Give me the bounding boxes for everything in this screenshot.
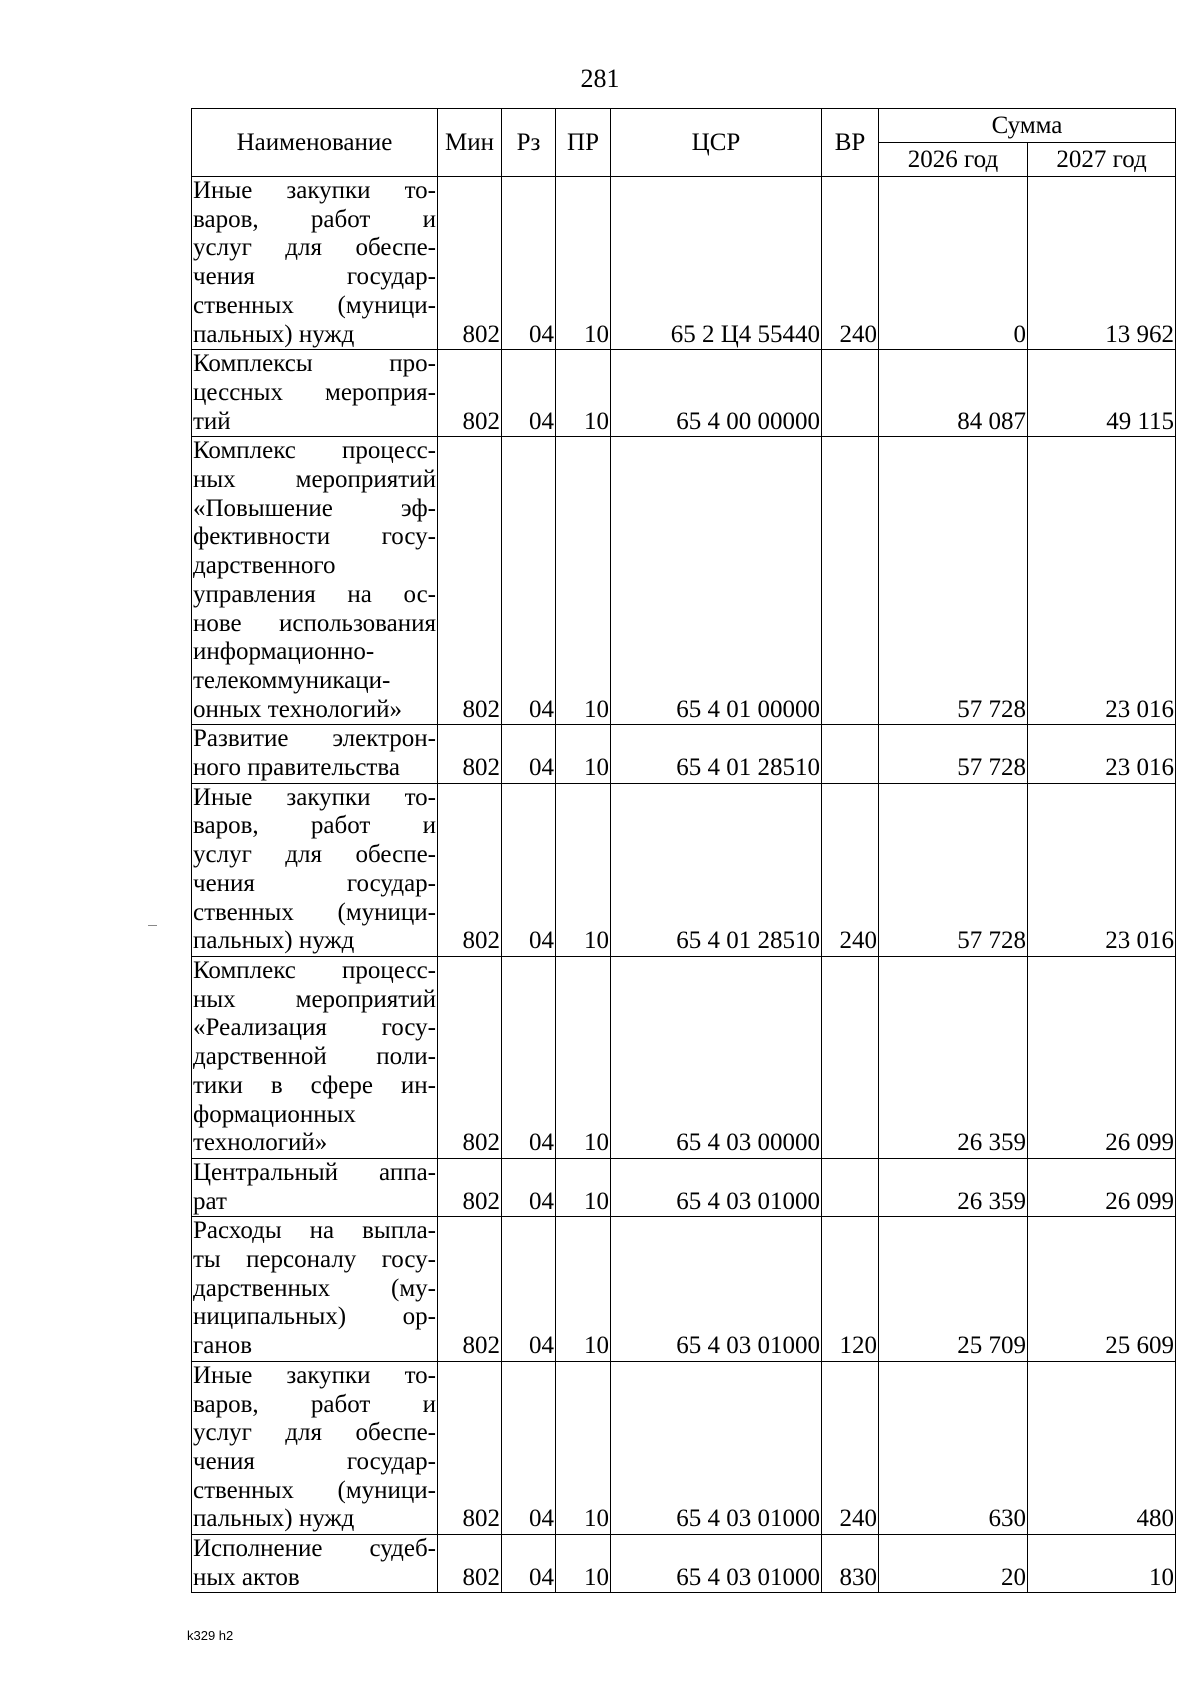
footer-code: k329 h2 (187, 1628, 234, 1643)
table-row (192, 783, 1176, 956)
row-rz-cell: 04 (502, 350, 556, 437)
header-year-2027: 2027 год (1028, 143, 1176, 177)
table-row (192, 1217, 1176, 1362)
row-rz-cell: 04 (502, 177, 556, 350)
header-year-2026: 2026 год (879, 143, 1028, 177)
row-name-line: Развитие электрон- (193, 725, 436, 753)
row-csr-cell: 65 4 01 28510 (611, 783, 822, 956)
row-rz-cell: 04 (502, 725, 556, 783)
row-y2026-cell: 26 359 (879, 956, 1028, 1158)
row-pr-cell: 10 (556, 1361, 611, 1534)
row-rz-cell: 04 (502, 1158, 556, 1216)
row-name-line: ственных (муници- (193, 898, 436, 926)
row-csr-cell: 65 4 03 01000 (611, 1158, 822, 1216)
row-name-line: управления на ос- (193, 580, 436, 608)
row-name-line: Расходы на выпла- (193, 1217, 436, 1245)
row-name-cell (192, 956, 438, 1158)
row-y2027-cell: 10 (1028, 1535, 1176, 1593)
row-min-cell: 802 (438, 437, 502, 725)
row-name-line: варов, работ и (193, 1390, 436, 1418)
row-y2026-cell: 0 (879, 177, 1028, 350)
row-csr-cell: 65 4 03 00000 (611, 956, 822, 1158)
row-name-line: тий (193, 407, 231, 435)
row-name-cell (192, 177, 438, 350)
row-y2027-cell: 480 (1028, 1361, 1176, 1534)
row-name-cell (192, 725, 438, 783)
row-y2026-cell: 25 709 (879, 1217, 1028, 1362)
row-vr-cell (822, 1158, 879, 1216)
row-name-line: ганов (193, 1332, 253, 1360)
row-name-line: «Реализация госу- (193, 1014, 436, 1042)
header-sum: Сумма (879, 109, 1176, 143)
row-name-line: технологий» (193, 1129, 328, 1157)
row-name-line: формационных (193, 1100, 356, 1128)
row-name-cell (192, 783, 438, 956)
row-csr-cell: 65 2 Ц4 55440 (611, 177, 822, 350)
margin-mark (148, 925, 157, 926)
row-name-line: услуг для обеспе- (193, 234, 436, 262)
budget-table (191, 108, 1176, 1593)
row-name-line: ных мероприятий (193, 466, 436, 494)
table-row (192, 956, 1176, 1158)
row-rz-cell: 04 (502, 1217, 556, 1362)
table-body (192, 177, 1176, 1593)
row-y2027-cell: 13 962 (1028, 177, 1176, 350)
row-y2027-cell: 23 016 (1028, 783, 1176, 956)
row-pr-cell: 10 (556, 1217, 611, 1362)
row-csr-cell: 65 4 03 01000 (611, 1361, 822, 1534)
row-y2027-cell: 26 099 (1028, 1158, 1176, 1216)
table-row (192, 1535, 1176, 1593)
row-y2026-cell: 84 087 (879, 350, 1028, 437)
table-row (192, 177, 1176, 350)
row-name-line: дарственных (му- (193, 1274, 436, 1302)
row-vr-cell (822, 725, 879, 783)
row-min-cell: 802 (438, 956, 502, 1158)
row-min-cell: 802 (438, 177, 502, 350)
row-min-cell: 802 (438, 350, 502, 437)
row-y2026-cell: 57 728 (879, 783, 1028, 956)
row-pr-cell: 10 (556, 1535, 611, 1593)
row-name-line: варов, работ и (193, 812, 436, 840)
row-name-line: услуг для обеспе- (193, 841, 436, 869)
row-pr-cell: 10 (556, 783, 611, 956)
row-pr-cell: 10 (556, 350, 611, 437)
row-rz-cell: 04 (502, 956, 556, 1158)
row-vr-cell (822, 956, 879, 1158)
row-name-line: чения государ- (193, 869, 436, 897)
row-name-line: ниципальных) ор- (193, 1303, 436, 1331)
row-csr-cell: 65 4 01 00000 (611, 437, 822, 725)
row-name-line: пальных) нужд (193, 1505, 355, 1533)
row-name-line: ственных (муници- (193, 291, 436, 319)
table-row (192, 1158, 1176, 1216)
row-name-cell (192, 350, 438, 437)
row-name-line: чения государ- (193, 1447, 436, 1475)
row-y2026-cell: 57 728 (879, 725, 1028, 783)
row-name-line: Комплекс процесс- (193, 956, 436, 984)
row-csr-cell: 65 4 01 28510 (611, 725, 822, 783)
row-csr-cell: 65 4 03 01000 (611, 1217, 822, 1362)
row-name-cell (192, 437, 438, 725)
row-min-cell: 802 (438, 1217, 502, 1362)
row-y2027-cell: 26 099 (1028, 956, 1176, 1158)
row-csr-cell: 65 4 03 01000 (611, 1535, 822, 1593)
row-name-line: информационно- (193, 638, 375, 666)
row-y2026-cell: 20 (879, 1535, 1028, 1593)
row-pr-cell: 10 (556, 956, 611, 1158)
row-name-line: ного правительства (193, 754, 400, 782)
row-name-line: Комплекс процесс- (193, 437, 436, 465)
row-rz-cell: 04 (502, 1535, 556, 1593)
row-name-line: ственных (муници- (193, 1476, 436, 1504)
header-csr: ЦСР (611, 109, 822, 177)
row-pr-cell: 10 (556, 725, 611, 783)
table-row (192, 437, 1176, 725)
table-row (192, 1361, 1176, 1534)
row-min-cell: 802 (438, 1361, 502, 1534)
row-name-line: нове использования (193, 609, 436, 637)
header-rz: Рз (502, 109, 556, 177)
row-pr-cell: 10 (556, 437, 611, 725)
row-name-line: тики в сфере ин- (193, 1071, 436, 1099)
row-name-line: онных технологий» (193, 695, 403, 723)
row-name-line: Комплексы про- (193, 350, 436, 378)
row-name-line: цессных мероприя- (193, 378, 436, 406)
row-min-cell: 802 (438, 783, 502, 956)
row-y2026-cell: 630 (879, 1361, 1028, 1534)
table-row (192, 725, 1176, 783)
header-pr: ПР (556, 109, 611, 177)
row-name-line: чения государ- (193, 263, 436, 291)
row-name-line: дарственной поли- (193, 1043, 436, 1071)
row-name-line: фективности госу- (193, 523, 436, 551)
row-pr-cell: 10 (556, 1158, 611, 1216)
row-vr-cell (822, 350, 879, 437)
row-name-line: Исполнение судеб- (193, 1535, 436, 1563)
row-y2026-cell: 57 728 (879, 437, 1028, 725)
row-y2027-cell: 23 016 (1028, 725, 1176, 783)
row-rz-cell: 04 (502, 783, 556, 956)
row-name-line: Иные закупки то- (193, 177, 436, 204)
row-name-line: ты персоналу госу- (193, 1246, 436, 1274)
row-y2027-cell: 23 016 (1028, 437, 1176, 725)
row-name-cell (192, 1217, 438, 1362)
row-vr-cell: 240 (822, 1361, 879, 1534)
row-min-cell: 802 (438, 1535, 502, 1593)
row-vr-cell: 240 (822, 783, 879, 956)
row-name-line: телекоммуникаци- (193, 666, 391, 694)
row-name-line: варов, работ и (193, 205, 436, 233)
row-name-line: услуг для обеспе- (193, 1419, 436, 1447)
row-name-line: пальных) нужд (193, 927, 355, 955)
row-y2027-cell: 25 609 (1028, 1217, 1176, 1362)
row-name-line: дарственного (193, 552, 336, 580)
row-name-line: Иные закупки то- (193, 783, 436, 811)
row-name-line: «Повышение эф- (193, 494, 436, 522)
table-row (192, 350, 1176, 437)
row-name-line: Центральный аппа- (193, 1158, 436, 1186)
table-header (192, 109, 1176, 177)
page-number: 281 (580, 64, 620, 93)
row-name-line: ных мероприятий (193, 985, 436, 1013)
row-name-line: рат (193, 1187, 227, 1215)
row-vr-cell: 830 (822, 1535, 879, 1593)
row-pr-cell: 10 (556, 177, 611, 350)
row-name-line: пальных) нужд (193, 320, 355, 348)
row-name-cell (192, 1535, 438, 1593)
row-vr-cell: 120 (822, 1217, 879, 1362)
header-vr: ВР (822, 109, 879, 177)
row-y2026-cell: 26 359 (879, 1158, 1028, 1216)
row-min-cell: 802 (438, 1158, 502, 1216)
row-y2027-cell: 49 115 (1028, 350, 1176, 437)
row-rz-cell: 04 (502, 1361, 556, 1534)
row-name-cell (192, 1158, 438, 1216)
row-name-cell (192, 1361, 438, 1534)
header-name: Наименование (192, 109, 438, 177)
row-name-line: Иные закупки то- (193, 1361, 436, 1389)
row-vr-cell (822, 437, 879, 725)
row-min-cell: 802 (438, 725, 502, 783)
row-rz-cell: 04 (502, 437, 556, 725)
header-min: Мин (438, 109, 502, 177)
row-csr-cell: 65 4 00 00000 (611, 350, 822, 437)
row-name-line: ных актов (193, 1563, 300, 1591)
row-vr-cell: 240 (822, 177, 879, 350)
